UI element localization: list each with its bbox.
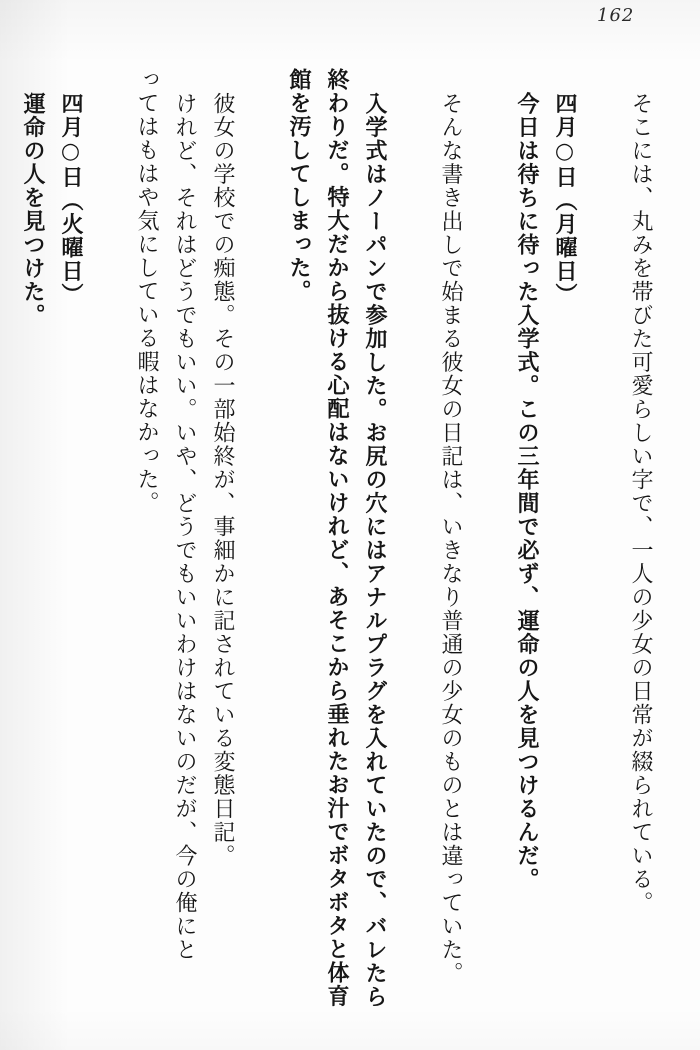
page-number: 162: [597, 5, 635, 26]
text-line-11: 四月○日（火曜日）: [58, 92, 83, 307]
vertical-text-block: [13, 68, 659, 1020]
text-line-7: 館を汚してしまった。: [286, 68, 311, 303]
text-line-5: 入学式はノーパンで参加した。お尻の穴にはアナルプラグを入れていたので、バレたら: [362, 92, 387, 1009]
text-line-3: 今日は待ちに待った入学式。この三年間で必ず、運命の人を見つけるんだ。: [514, 92, 539, 891]
text-line-4: そんな書き出しで始まる彼女の日記は、いきなり普通の少女のものとは違っていた。: [438, 92, 463, 985]
text-line-6: 終わりだ。特大だから抜ける心配はないけれど、あそこから垂れたお汁でボタボタと体育: [324, 68, 349, 1008]
text-line-8: 彼女の学校での痴態。その一部始終が、事細かに記されている変態日記。: [210, 92, 235, 868]
text-line-10: ってはもはや気にしている暇はなかった。: [134, 68, 159, 515]
text-line-12: 運命の人を見つけた。: [20, 92, 45, 327]
text-line-1: そこには、丸みを帯びた可愛らしい字で、一人の少女の日常が綴られている。: [628, 92, 653, 915]
text-line-9: けれど、それはどうでもいい。いや、どうでもいいわけはないのだが、今の俺にと: [172, 92, 197, 962]
text-line-2: 四月○日（月曜日）: [552, 92, 577, 307]
